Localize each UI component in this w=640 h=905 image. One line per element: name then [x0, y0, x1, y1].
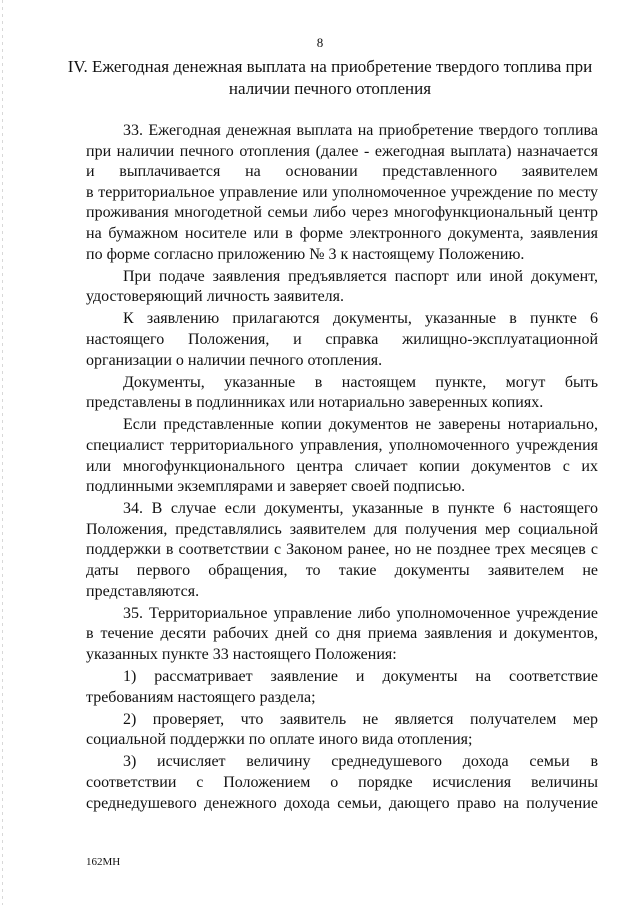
paragraph — [86, 309, 598, 371]
paragraph — [86, 373, 598, 414]
document-code: 162МН — [86, 856, 121, 868]
paragraph — [86, 121, 598, 265]
paragraph-line: указанных пункте 33 настоящего Положения: — [86, 645, 397, 663]
paragraph-line: удостоверяющий личность заявителя. — [86, 288, 345, 306]
paragraph-line: проживания многодетной семьи либо через многофункциональный центр — [86, 204, 598, 222]
paragraph-line: социальной поддержки по оплате иного вида отопления; — [86, 731, 473, 749]
paragraph — [86, 415, 598, 497]
paragraph-line: даты первого обращения, то такие документы заявителем не — [86, 561, 598, 579]
paragraph-line: К заявлению прилагаются документы, указанные в пункте 6 — [123, 310, 598, 328]
scan-edge-artifact — [2, 0, 3, 905]
paragraph-line: представлены в подлинниках или нотариально заверенных копиях. — [86, 394, 544, 412]
paragraph-line: соответствии с Положением о порядке исчисления величины — [86, 773, 598, 791]
paragraph-line: 35. Территориальное управление либо уполномоченное учреждение — [123, 604, 598, 622]
paragraph — [86, 604, 598, 666]
paragraph — [86, 499, 598, 602]
section-heading-line-2: наличии печного отопления — [228, 79, 432, 98]
paragraph-line: 33. Ежегодная денежная выплата на приобретение твердого топлива — [123, 122, 598, 139]
paragraph-line: Если представленные копии документов не заверены нотариально, — [123, 416, 598, 434]
paragraph-line: при наличии печного отопления (далее - ежегодная выплата) назначается — [86, 142, 598, 160]
paragraph-line: 34. В случае если документы, указанные в пункте 6 настоящего — [123, 500, 598, 518]
section-heading — [60, 56, 600, 100]
paragraph-line: При подаче заявления предъявляется паспорт или иной документ, — [123, 267, 598, 285]
paragraph — [86, 267, 598, 308]
page-number: 8 — [316, 35, 324, 50]
section-heading-line-1: IV. Ежегодная денежная выплата на приобретение твердого топлива при — [67, 57, 593, 76]
paragraph-line: организации о наличии печного отопления. — [86, 351, 383, 369]
paragraph-line: 1) рассматривает заявление и документы на соответствие — [123, 667, 598, 685]
paragraph — [86, 710, 598, 751]
paragraph-line: и выплачивается на основании представленного заявителем — [86, 163, 598, 181]
paragraph-line: на бумажном носителе или в форме электронного документа, заявления — [86, 224, 598, 242]
paragraph — [86, 667, 598, 708]
paragraph-line: в территориальное управление или уполномоченное учреждение по месту — [86, 183, 598, 201]
paragraph-line: 2) проверяет, что заявитель не является получателем мер — [123, 710, 598, 728]
paragraph — [86, 752, 598, 814]
paragraph-line: 3) исчисляет величину среднедушевого дохода семьи в — [123, 753, 598, 771]
paragraph-line: среднедушевого денежного дохода семьи, дающего право на получение — [86, 794, 598, 812]
paragraph-line: настоящего Положения, и справка жилищно-эксплуатационной — [86, 330, 598, 348]
paragraph-line: по форме согласно приложению № 3 к настоящему Положению. — [86, 245, 525, 263]
paragraph-line: требованиям настоящего раздела; — [86, 688, 316, 706]
paragraph-line: специалист территориального управления, уполномоченного учреждения — [86, 436, 598, 454]
paragraph-line: в течение десяти рабочих дней со дня приема заявления и документов, — [86, 625, 598, 643]
paragraph-line: Документы, указанные в настоящем пункте, могут быть — [123, 373, 598, 391]
paragraph-line: Положения, представлялись заявителем для получения мер социальной — [86, 520, 598, 538]
paragraph-line: подлинными экземплярами и заверяет своей подписью. — [86, 478, 466, 496]
document-body — [86, 121, 598, 816]
paragraph-line: представляются. — [86, 582, 200, 600]
paragraph-line: поддержки в соответствии с Законом ранее, но не позднее трех месяцев с — [86, 541, 598, 559]
paragraph-line: или многофункционального центра сличает копии документов с их — [86, 457, 598, 475]
